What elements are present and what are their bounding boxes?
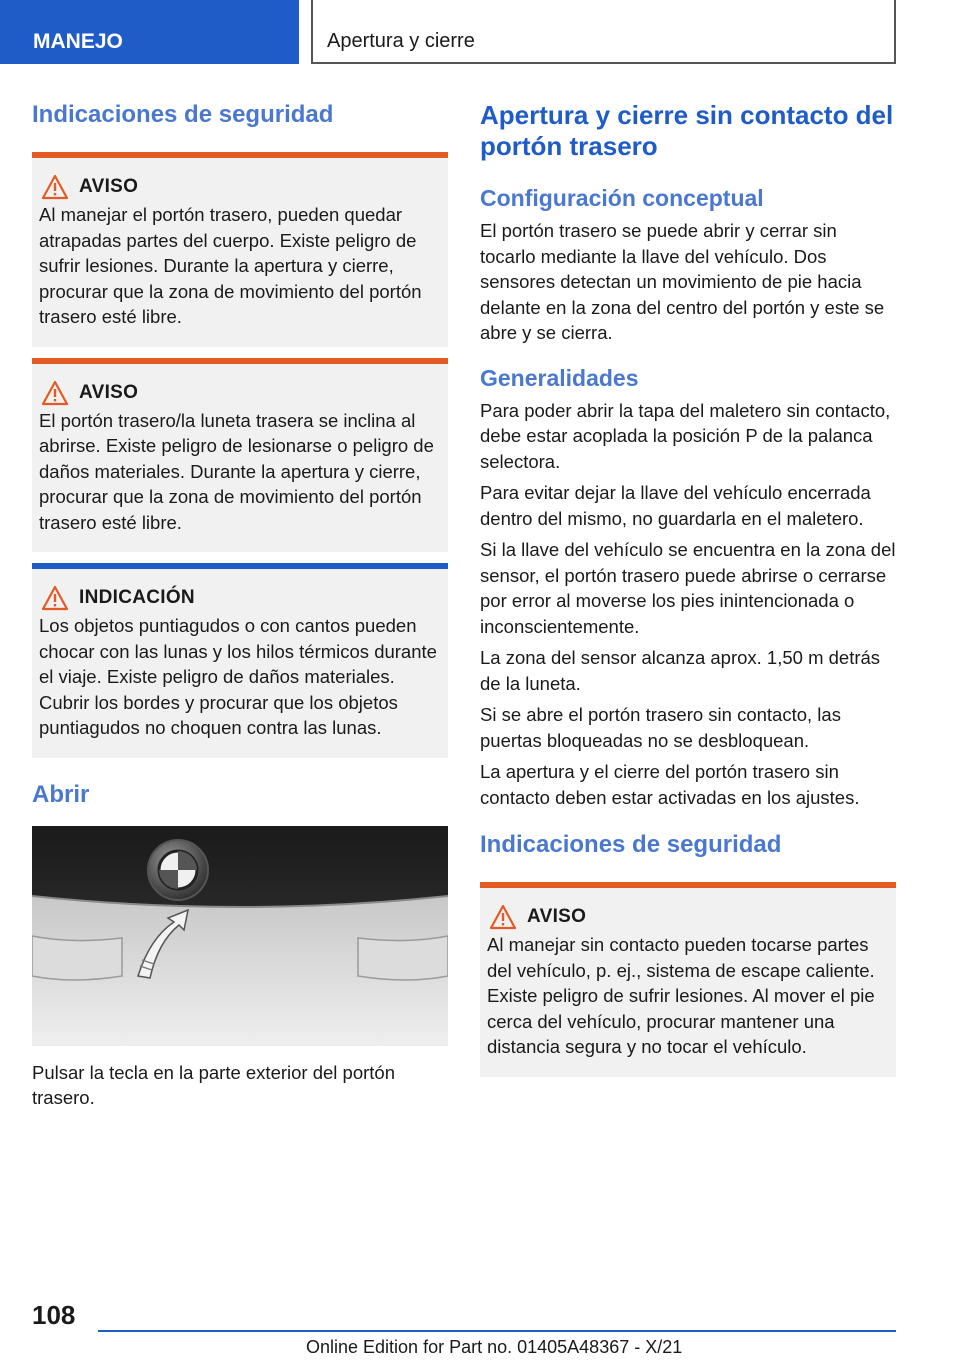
section-label: MANEJO xyxy=(33,30,123,53)
heading-safety-left: Indicaciones de seguridad xyxy=(32,101,334,128)
note-label: INDICACIÓN xyxy=(79,587,195,608)
caution-triangle-icon xyxy=(41,585,69,611)
open-instruction: Pulsar la tecla en la parte exterior del portón trasero. xyxy=(32,1061,396,1108)
warning-text: Al manejar sin contacto pueden tocarse partes del vehículo, p. ej., sistema de escape caliente. Existe peligro de sufrir lesiones. Al mover el pie cerca del vehículo, procurar mantener una distancia segura y no tocar el vehículo. xyxy=(487,934,875,1057)
warning-box-touchless xyxy=(480,882,896,1077)
warning-label: AVISO xyxy=(79,176,139,197)
edition-note: Online Edition for Part no. 01405A48367 - X/21 xyxy=(306,1337,683,1357)
left-column xyxy=(32,100,448,1111)
note-box xyxy=(32,563,448,758)
heading-open: Abrir xyxy=(32,780,90,808)
right-column xyxy=(480,100,896,1077)
concept-text: El portón trasero se puede abrir y cerrar sin tocarlo mediante la llave del vehículo. Dos sensores detectan un movimiento de pie hacia delante en la zona del centro del portón y este se abre y se cierra. xyxy=(480,220,885,343)
warning-box-1 xyxy=(32,152,448,347)
general-paragraph-3: Si la llave del vehículo se encuentra en la zona del sensor, el portón trasero puede abrirse o cerrarse por error al moverse los pies inintencionada o inconscientemente. xyxy=(480,539,896,637)
general-paragraph-5: Si se abre el portón trasero sin contacto, las puertas bloqueadas no se desbloquean. xyxy=(480,704,841,751)
heading-concept: Configuración conceptual xyxy=(480,185,764,211)
page-number: 108 xyxy=(32,1300,76,1330)
warning-box-2 xyxy=(32,358,448,553)
warning-text: Al manejar el portón trasero, pueden quedar atrapadas partes del cuerpo. Existe peligro de sufrir lesiones. Durante la apertura y cierre, procurar que la zona de movimiento del portón trasero esté libre. xyxy=(39,204,422,327)
chapter-title-box xyxy=(311,0,896,64)
warning-triangle-icon xyxy=(489,904,517,930)
heading-general: Generalidades xyxy=(480,364,639,391)
footer-rule xyxy=(98,1330,896,1332)
note-text: Los objetos puntiagudos o con cantos pueden chocar con las lunas y los hilos térmicos durante el viaje. Existe peligro de daños materiales. Cubrir los bordes y procurar que los objetos puntiagudos no choquen contra las lunas. xyxy=(39,615,437,738)
warning-label: AVISO xyxy=(79,381,139,403)
warning-text: El portón trasero/la luneta trasera se inclina al abrirse. Existe peligro de lesionarse o peligro de daños materiales. Durante la apertura y cierre, procurar que la zona de movimiento del portón trasero esté libre. xyxy=(39,409,434,533)
general-paragraph-2: Para evitar dejar la llave del vehículo encerrada dentro del mismo, no guardarla en el maletero. xyxy=(480,482,871,529)
general-paragraph-4: La zona del sensor alcanza aprox. 1,50 m detrás de la luneta. xyxy=(480,647,881,694)
chapter-title: Apertura y cierre xyxy=(327,30,475,52)
warning-triangle-icon xyxy=(41,380,69,406)
tailgate-illustration xyxy=(32,826,448,1046)
heading-touchless: Apertura y cierre sin contacto del portón trasero xyxy=(480,100,894,161)
warning-triangle-icon xyxy=(41,174,69,200)
general-paragraph-1: Para poder abrir la tapa del maletero sin contacto, debe estar acoplada la posición P de la palanca selectora. xyxy=(480,399,891,472)
tailgate-button-photo xyxy=(32,826,448,1046)
section-tab xyxy=(0,0,299,64)
heading-safety-right: Indicaciones de seguridad xyxy=(480,831,782,858)
general-paragraph-6: La apertura y el cierre del portón trasero sin contacto deben estar activadas en los ajustes. xyxy=(480,761,860,808)
warning-label: AVISO xyxy=(527,906,587,927)
